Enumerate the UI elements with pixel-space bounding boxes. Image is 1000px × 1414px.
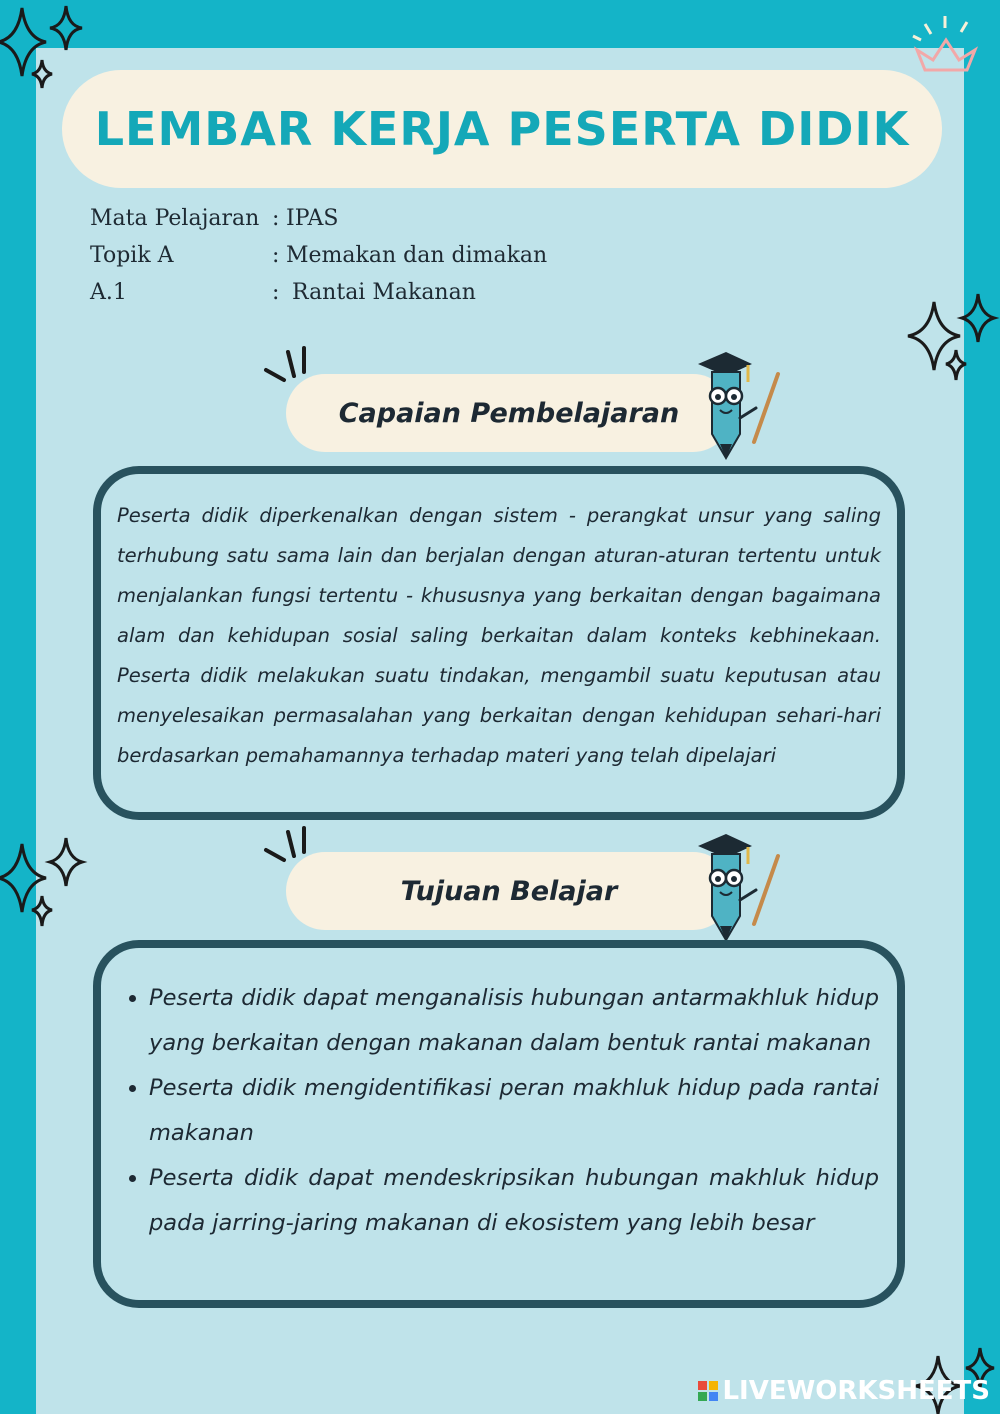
tujuan-card: [93, 940, 905, 1308]
section-heading-capaian: [286, 374, 732, 452]
capaian-card: [93, 466, 905, 820]
capaian-text: Peserta didik diperkenalkan dengan sistem - perangkat unsur yang saling terhubung satu sama lain dan berjalan dengan aturan-aturan tertentu untuk menjalankan fungsi tertentu - khususnya yang berkaitan dengan bagaimana alam dan kehidupan sosial saling berkaitan dalam konteks kebhinekaan. Peserta didik melakukan suatu tindakan, mengambil suatu keputusan atau menyelesaikan permasalahan yang berkaitan dengan kehidupan sehari-hari berdasarkan pemahamannya terhadap materi yang telah dipelajari: [117, 504, 881, 767]
crown-doodle-icon: [905, 10, 985, 80]
meta-row-topic: [90, 237, 547, 274]
meta-label: Topik A: [90, 243, 174, 268]
liveworksheets-logo-icon: [698, 1381, 718, 1401]
sparkle-icon: [0, 832, 95, 932]
watermark-text: LIVEWORKSHEETS: [722, 1376, 990, 1406]
meta-label: A.1: [90, 280, 127, 305]
tujuan-list: [107, 976, 879, 1246]
meta-value: Memakan dan dimakan: [286, 243, 548, 268]
meta-separator: :: [272, 243, 280, 268]
meta-value: Rantai Makanan: [292, 280, 476, 305]
list-item: • Peserta didik dapat menganalisis hubungan antarmakhluk hidup yang berkaitan dengan makanan dalam bentuk rantai makanan: [149, 976, 879, 1066]
meta-label: Mata Pelajaran: [90, 206, 260, 231]
liveworksheets-watermark[interactable]: [698, 1376, 990, 1406]
meta-separator: :: [272, 206, 280, 231]
meta-separator: :: [272, 280, 280, 305]
list-item: • Peserta didik mengidentifikasi peran makhluk hidup pada rantai makanan: [149, 1066, 879, 1156]
page-title: LEMBAR KERJA PESERTA DIDIK: [94, 102, 910, 156]
section-heading-tujuan: [286, 852, 732, 930]
meta-row-subtopic: [90, 274, 547, 311]
list-item: • Peserta didik dapat mendeskripsikan hubungan makhluk hidup pada jarring-jaring makanan di ekosistem yang lebih besar: [149, 1156, 879, 1246]
pencil-mascot-icon: [692, 828, 784, 946]
section-heading-text: Tujuan Belajar: [400, 875, 618, 907]
section-heading-text: Capaian Pembelajaran: [338, 397, 680, 429]
lesson-info: [90, 200, 547, 311]
pencil-mascot-icon: [692, 346, 784, 464]
meta-value: IPAS: [286, 206, 339, 231]
sparkle-icon: [900, 288, 1000, 388]
title-banner: [62, 70, 942, 188]
meta-row-subject: [90, 200, 547, 237]
